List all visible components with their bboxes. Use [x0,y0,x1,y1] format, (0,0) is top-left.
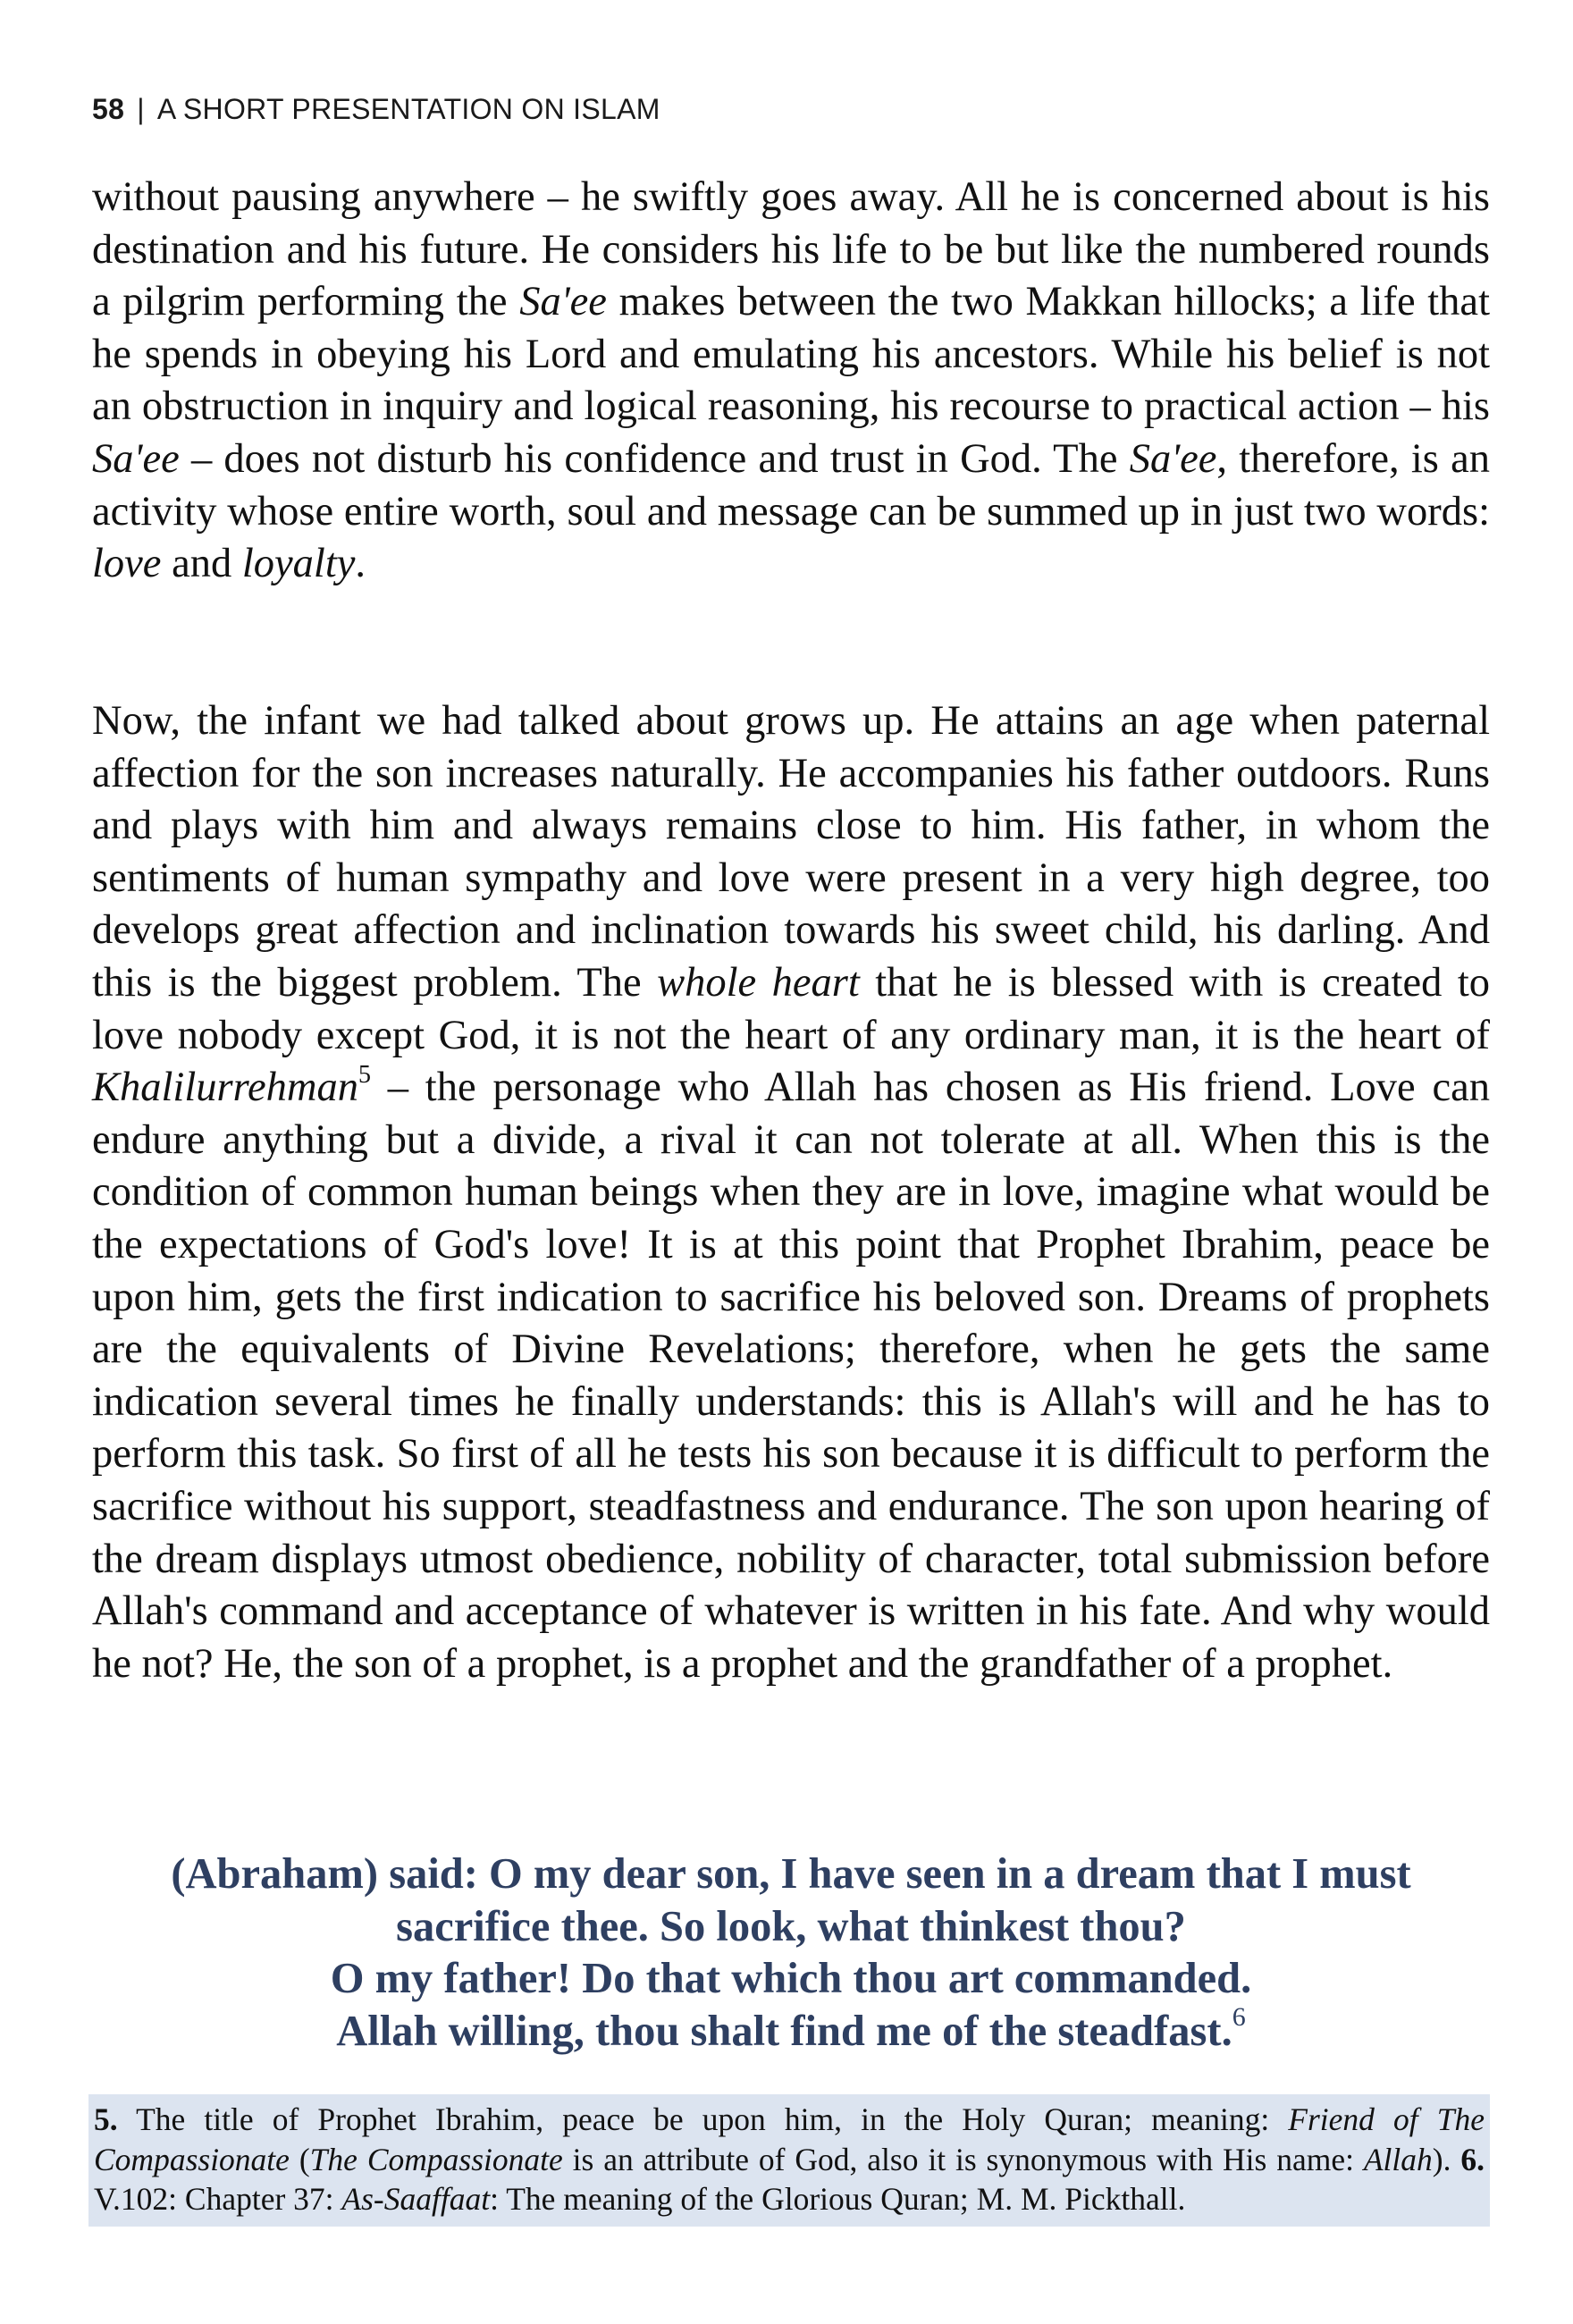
italic-term: Sa'ee [519,279,607,325]
italic-term: whole heart [657,959,860,1006]
footnote-italic: Friend of The Compassionate [94,2101,1485,2177]
footnote-text: is an attribute of God, also it is synonymous with His name: [562,2141,1364,2177]
body-paragraph-2 [92,695,1490,1690]
text-run: , therefore, is an activity whose entire worth, soul and message can be summed up in just two words: [92,435,1490,535]
book-title: A SHORT PRESENTATION ON ISLAM [156,93,660,125]
quran-quote [92,1848,1490,2058]
quote-line: (Abraham) said: O my dear son, I have seen in a dream that I must [171,1850,1411,1898]
footnotes-box [88,2094,1490,2227]
footnote-ref-6[interactable]: 6 [1232,2001,1246,2032]
footnote-italic: The Compassionate [309,2141,563,2177]
text-run: that he is blessed with is created to love nobody except God, it is not the heart of any ordinary man, it is the heart of [92,959,1490,1058]
quote-line [92,2001,1490,2059]
italic-term: Sa'ee [92,435,180,482]
italic-term: loyalty [241,541,356,587]
footnote-italic: Allah [1363,2141,1433,2177]
text-run: – the personage who Allah has chosen as His friend. Love can endure anything but a divide, a rival it can not tolerate at all. When this is the condition of common human beings when they are in love, imagine what would be the expectations of God's love! It is at this point that Prophet Ibrahim, peace be upon him, gets the first indication to sacrifice his beloved son. Dreams of prophets are the equivalents of Divine Revelations; therefore, when he gets the same indication several times he finally understands: this is Allah's will and he has to perform this task. So first of all he tests his son because it is difficult to perform the sacrifice without his support, steadfastness and endurance. The son upon hearing of the dream displays utmost obedience, nobility of character, total submission before Allah's command and acceptance of whatever is written in his fate. And why would he not? He, the son of a prophet, is a prophet and the grandfather of a prophet. [92,1065,1490,1687]
footnote-ref-5[interactable]: 5 [358,1061,371,1090]
text-run: without pausing anywhere – he swiftly goes away. All he is concerned about is his destination and his future. He considers his life to be but like the numbered rounds a pilgrim performing the [92,174,1490,325]
text-run: and [161,541,242,587]
footnote-number: 6. [1460,2141,1485,2177]
page-number: 58 [92,93,125,125]
footnote-text: ( [289,2141,310,2177]
footnote-text: ). [1432,2141,1461,2177]
footnote-text: : The meaning of the Glorious Quran; M. M. Pickthall. [490,2181,1186,2217]
quote-line: sacrifice thee. So look, what thinkest thou? [396,1902,1186,1950]
text-run: makes between the two Makkan hillocks; a life that he spends in obeying his Lord and emulating his ancestors. While his belief is not an obstruction in inquiry and logical reasoning, his recourse to practical action – his [92,279,1490,430]
quote-line-text: Allah willing, thou shalt find me of the steadfast. [336,2007,1232,2055]
text-run: – does not disturb his confidence and trust in God. The [179,435,1130,482]
italic-term: love [92,541,162,587]
footnote-text: The title of Prophet Ibrahim, peace be upon him, in the Holy Quran; meaning: [117,2101,1289,2137]
body-paragraph-1 [92,172,1490,591]
text-run: Now, the infant we had talked about grows up. He attains an age when paternal affection for the son increases naturally. He accompanies his father outdoors. Runs and plays with him and always remains close to him. His father, in whom the sentiments of human sympathy and love were present in a very high degree, too develops great affection and inclination towards his sweet child, his darling. And this is the biggest problem. The [92,698,1490,1006]
footnote-number: 5. [94,2101,118,2137]
running-header [92,93,660,126]
italic-term: Khalilurrehman [92,1065,358,1111]
footnote-italic: As-Saaffaat [341,2181,491,2217]
italic-term: Sa'ee [1129,435,1217,482]
quote-line: O my father! Do that which thou art commanded. [330,1955,1252,2003]
footnote-text: V.102: Chapter 37: [94,2181,342,2217]
text-run: . [355,541,366,587]
header-separator: | [137,93,145,125]
